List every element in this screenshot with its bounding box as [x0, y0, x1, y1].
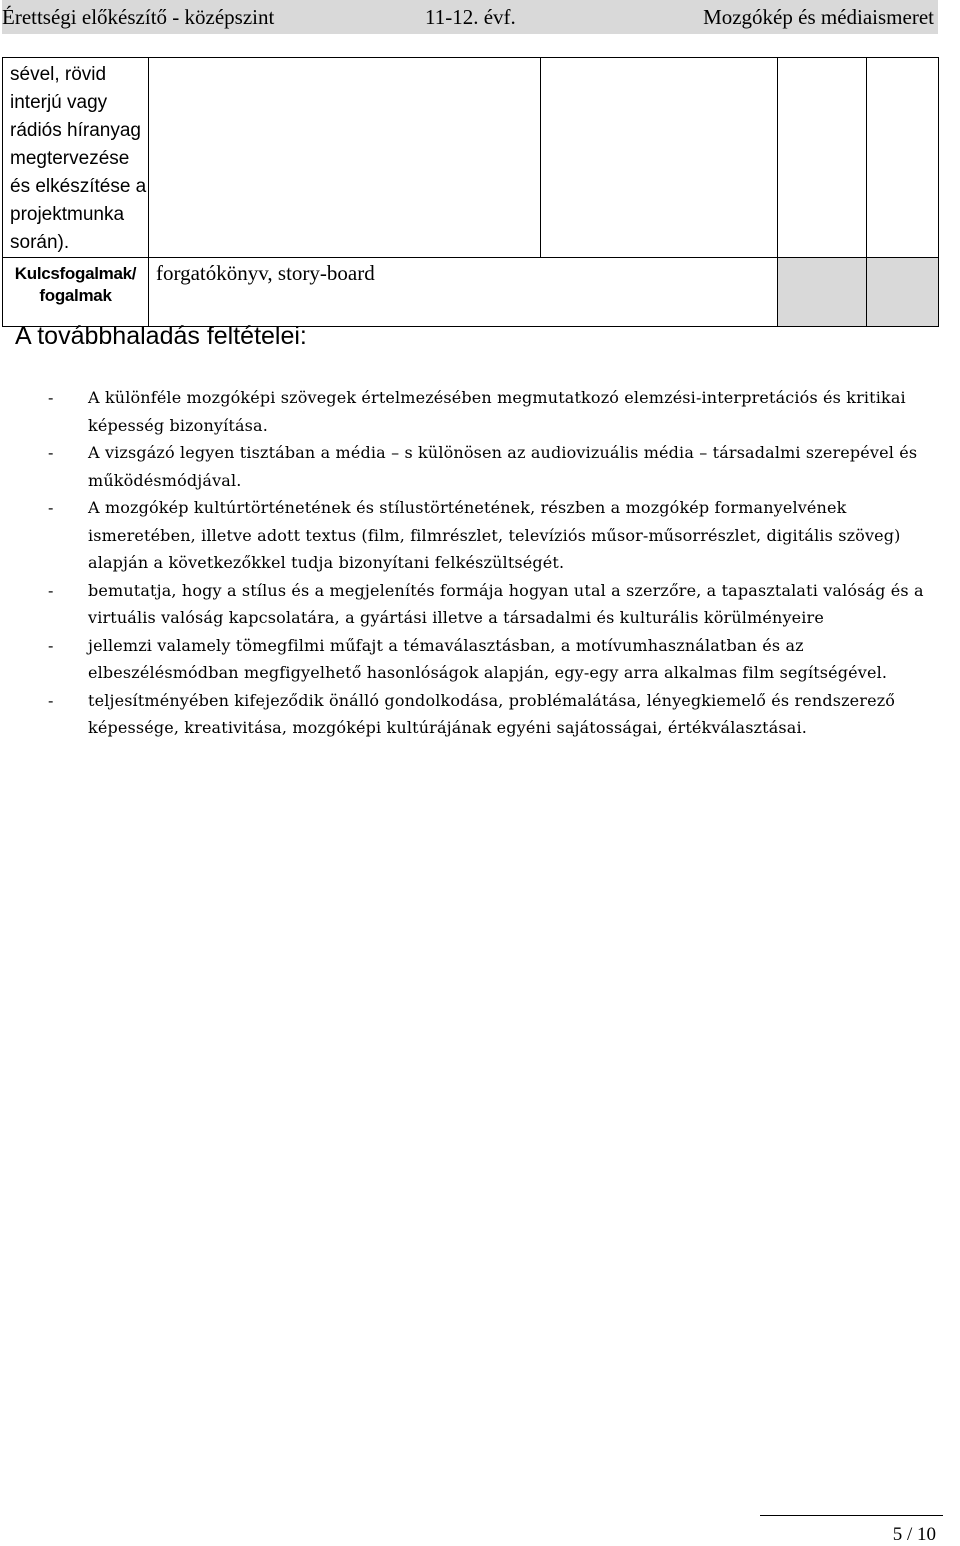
list-item: - A különféle mozgóképi szövegek értelmezésében megmutatkozó elemzési-interpretációs és kritikai képesség bizonyítása.	[48, 384, 943, 439]
table-row	[3, 258, 939, 327]
list-item: - jellemzi valamely tömegfilmi műfajt a témaválasztásban, a motívumhasználatban és az elbeszélésmódban megfigyelhető hasonlóságok alapján, egy-egy arra alkalmas film segítségével.	[48, 632, 943, 687]
conditions-list	[48, 384, 943, 742]
table-cell	[149, 258, 778, 327]
section-title: A továbbhaladás feltételei:	[15, 322, 307, 350]
page-header	[2, 0, 938, 34]
keywords-label: Kulcsfogalmak/ fogalmak	[14, 264, 137, 305]
page-number: 5 / 10	[892, 1524, 936, 1545]
table-cell	[3, 58, 149, 258]
list-item: - A mozgókép kultúrtörténetének és stílustörténetének, részben a mozgókép formanyelvének ismeretében, illetve adott textus (film, filmrészlet, televíziós műsor-műsorrészlet, digitális szöveg) alapján a következőkkel tudja bizonyítani felkészültségét.	[48, 494, 943, 577]
table-cell	[867, 58, 939, 258]
list-item: - bemutatja, hogy a stílus és a megjelenítés formája hogyan utal a szerzőre, a tapasztalati valóság és a virtuális valóság kapcsolatára, a gyártási illetve a társadalmi és kulturális körülményeire	[48, 577, 943, 632]
table-cell	[149, 58, 541, 258]
competency-table	[2, 57, 939, 327]
header-grade: 11-12. évf.	[425, 5, 516, 29]
table-row	[3, 58, 939, 258]
table-cell	[541, 58, 778, 258]
activity-description: sével, rövid interjú vagy rádiós híranyag megtervezése és elkészítése a projektmunka során).	[10, 64, 147, 253]
header-subject: Mozgókép és médiaismeret	[703, 5, 934, 29]
footer-divider	[760, 1515, 943, 1516]
list-item: - teljesítményében kifejeződik önálló gondolkodása, problémalátása, lényegkiemelő és rendszerező képessége, kreativitása, mozgóképi kultúrájának egyéni sajátosságai, értékválasztásai.	[48, 687, 943, 742]
list-item: - A vizsgázó legyen tisztában a média – s különösen az audiovizuális média – társadalmi szerepével és működésmódjával.	[48, 439, 943, 494]
table-cell	[778, 58, 867, 258]
table-cell	[3, 258, 149, 327]
table-cell-shaded	[867, 258, 939, 327]
header-course-title: Érettségi előkészítő - középszint	[2, 5, 275, 29]
keywords-value: forgatókönyv, story-board	[156, 261, 375, 285]
table-cell-shaded	[778, 258, 867, 327]
